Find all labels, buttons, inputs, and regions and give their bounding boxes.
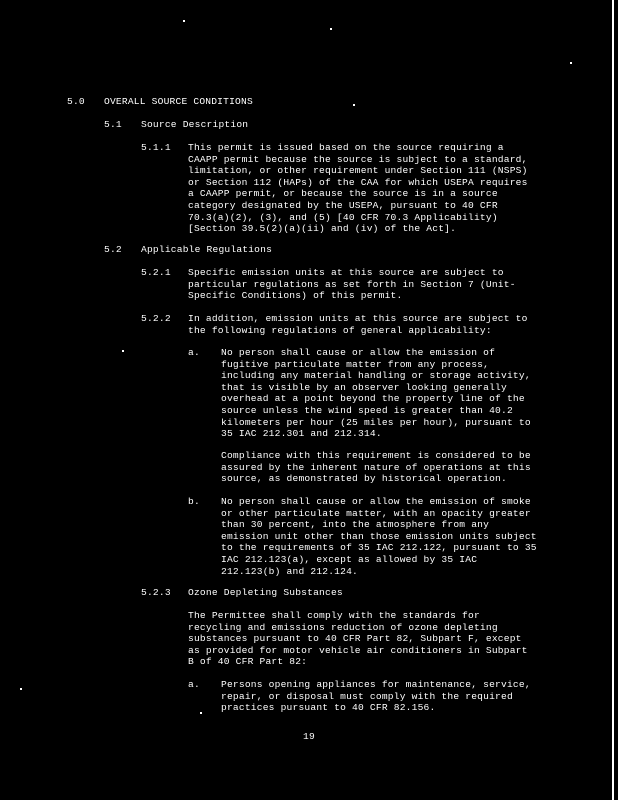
- text-line: kilometers per hour (25 miles per hour), pursuant to: [221, 416, 531, 428]
- text-line: or other particulate matter, with an opacity greater: [221, 507, 531, 519]
- scan-speck: [330, 28, 332, 30]
- page-number: 19: [303, 731, 315, 742]
- text-line: to the requirements of 35 IAC 212.122, pursuant to 35: [221, 542, 537, 554]
- subsection-number: 5.2.3: [141, 587, 171, 598]
- text-line: overhead at a point beyond the property line of the: [221, 393, 525, 405]
- text-line: In addition, emission units at this source are subject to: [188, 313, 528, 324]
- text-line: or Section 112 (HAPs) of the CAA for which USEPA requires: [188, 176, 528, 188]
- text-line: This permit is issued based on the source requiring a: [188, 142, 504, 153]
- text-line: particular regulations as set forth in Section 7 (Unit-: [188, 278, 516, 290]
- text-line: source, as demonstrated by historical operation.: [221, 473, 507, 485]
- section-title: Applicable Regulations: [141, 244, 273, 255]
- text-line: than 30 percent, into the atmosphere from any: [221, 519, 490, 531]
- text-line: a CAAPP permit, or because the source is in a source: [188, 188, 498, 200]
- scan-speck: [122, 350, 124, 352]
- text-line: 35 IAC 212.301 and 212.314.: [221, 428, 382, 440]
- subsection-title: Ozone Depleting Substances: [188, 587, 343, 598]
- scan-speck: [570, 62, 572, 64]
- text-line: Persons opening appliances for maintenance, service,: [221, 679, 531, 690]
- text-line: limitation, or other requirement under Section 111 (NSPS): [188, 165, 528, 177]
- text-line: category designated by the USEPA, pursuant to 40 CFR: [188, 200, 498, 211]
- scan-speck: [20, 688, 22, 690]
- list-item-label: b.: [188, 496, 200, 507]
- text-line: emission unit other than those emission units subject: [221, 530, 537, 542]
- text-line: practices pursuant to 40 CFR 82.156.: [221, 702, 436, 714]
- text-line: No person shall cause or allow the emission of smoke: [221, 496, 531, 507]
- subsection-number: 5.2.2: [141, 313, 171, 324]
- text-line: Compliance with this requirement is considered to be: [221, 450, 531, 461]
- text-line: the following regulations of general applicability:: [188, 324, 492, 336]
- subsection-number: 5.1.1: [141, 142, 171, 153]
- section-title: OVERALL SOURCE CONDITIONS: [104, 96, 253, 107]
- text-line: including any material handling or storage activity,: [221, 370, 531, 382]
- text-line: assured by the inherent nature of operations at this: [221, 461, 531, 473]
- text-line: [Section 39.5(2)(a)(ii) and (iv) of the Act].: [188, 223, 457, 235]
- text-line: substances pursuant to 40 CFR Part 82, Subpart F, except: [188, 633, 522, 645]
- list-item-label: a.: [188, 679, 200, 690]
- text-line: fugitive particulate matter from any process,: [221, 358, 490, 370]
- text-line: 70.3(a)(2), (3), and (5) [40 CFR 70.3 Applicability): [188, 211, 498, 223]
- scan-speck: [200, 712, 202, 714]
- list-item-label: a.: [188, 347, 200, 358]
- text-line: repair, or disposal must comply with the required: [221, 690, 513, 702]
- section-number: 5.2: [104, 244, 122, 255]
- text-line: source unless the wind speed is greater than 40.2: [221, 405, 513, 416]
- text-line: as provided for motor vehicle air conditioners in Subpart: [188, 644, 528, 656]
- subsection-number: 5.2.1: [141, 267, 171, 278]
- scan-edge-right: [612, 0, 614, 800]
- section-number: 5.0: [67, 96, 85, 107]
- text-line: that is visible by an observer looking generally: [221, 381, 507, 393]
- text-line: 212.123(b) and 212.124.: [221, 565, 359, 577]
- text-line: The Permittee shall comply with the standards for: [188, 610, 480, 621]
- scan-speck: [183, 20, 185, 22]
- text-line: Specific Conditions) of this permit.: [188, 290, 403, 302]
- text-line: B of 40 CFR Part 82:: [188, 656, 308, 668]
- scan-speck: [353, 104, 355, 106]
- text-line: CAAPP permit because the source is subject to a standard,: [188, 153, 528, 165]
- text-line: Specific emission units at this source are subject to: [188, 267, 504, 278]
- text-line: recycling and emissions reduction of ozone depleting: [188, 621, 498, 633]
- section-title: Source Description: [141, 119, 249, 130]
- text-line: IAC 212.123(a), except as allowed by 35 IAC: [221, 554, 478, 565]
- section-number: 5.1: [104, 119, 122, 130]
- text-line: No person shall cause or allow the emission of: [221, 347, 496, 358]
